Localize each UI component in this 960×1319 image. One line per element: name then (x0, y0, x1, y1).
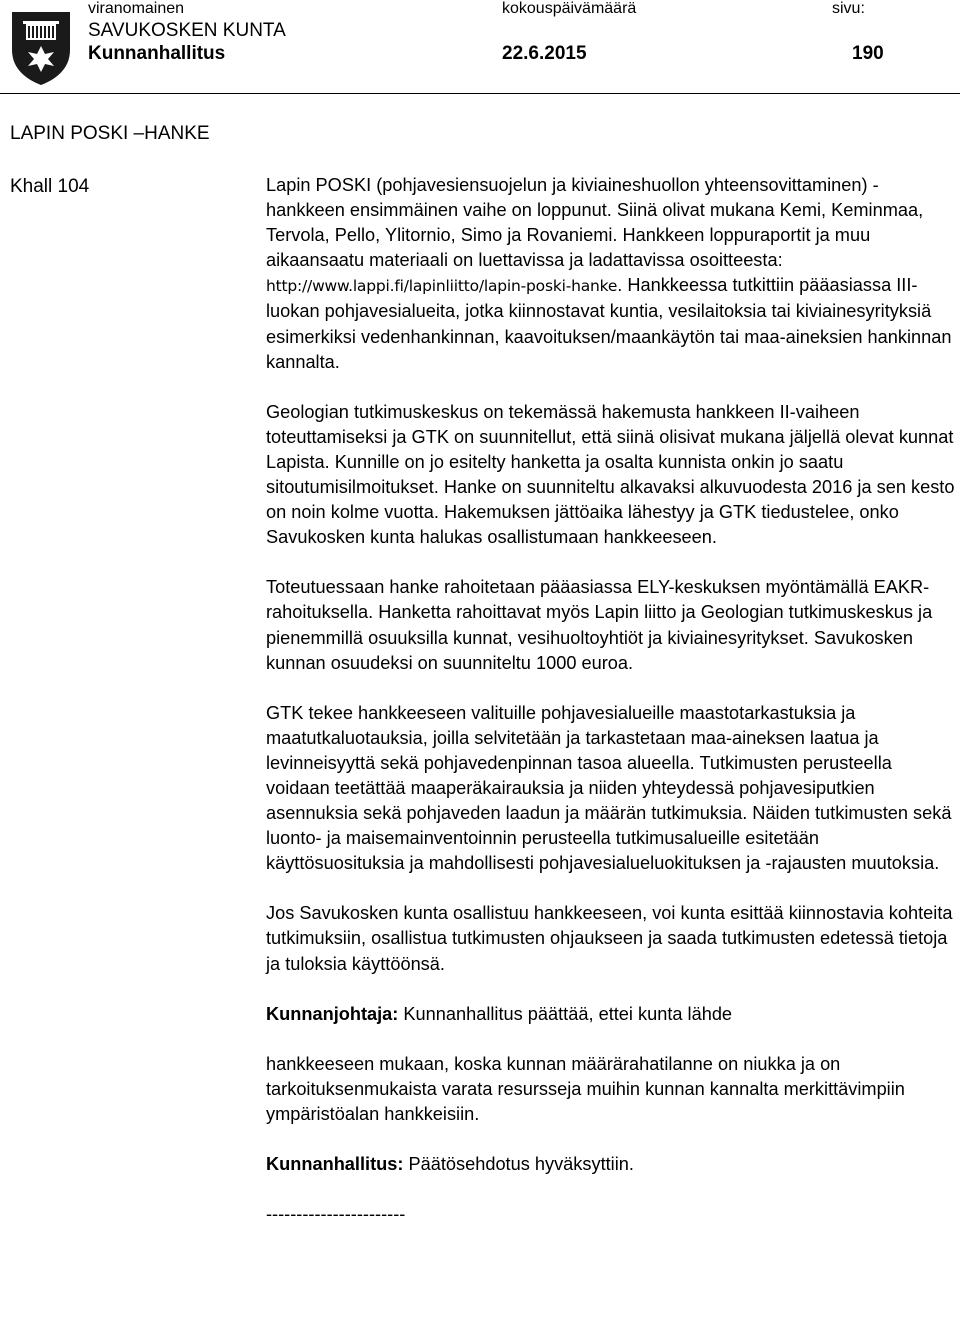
document-body (266, 173, 956, 1252)
paragraph-participation: Jos Savukosken kunta osallistuu hankkeeseen, voi kunta esittää kiinnostavia kohteita tutkimuksiin, osallistua tutkimusten ohjaukseen ja saada tutkimusten edetessä tietoja ja tuloksia käyttöönsä. (266, 903, 953, 974)
section-title: LAPIN POSKI –HANKE (10, 123, 210, 144)
proposal-first-text: Kunnanhallitus päättää, ettei kunta lähde (398, 1003, 733, 1024)
proposal-continuation: hankkeeseen mukaan, koska kunnan määrärahatilanne on niukka ja on tarkoituksenmukaista varata resursseja muihin kunnan kannalta merkittävimpiin ympäristöalan hankkeisiin. (266, 1053, 905, 1124)
header-organization-name: SAVUKOSKEN KUNTA (88, 20, 286, 41)
case-number: Khall 104 (10, 176, 90, 197)
header-page-label: sivu: (832, 0, 865, 17)
project-link[interactable]: http://www.lappi.fi/lapinliitto/lapin-poski-hanke (266, 277, 618, 296)
paragraph-research: GTK tekee hankkeeseen valituille pohjavesialueille maastotarkastuksia ja maatutkaluotauksia, joilla selvitetään ja tarkastetaan maa-aineksen laatua ja levinneisyyttä sekä pohjavedenpinnan tasoa alueella. Tutkimusten perusteella voidaan teetättää maaperäkairauksia ja niiden yhteydessä pohjavesiputkien asennuksia sekä pohjaveden laadun ja määrän tutkimuksia. Näiden tutkimusten sekä luonto- ja maisemainventoinnin perusteella tutkimusalueille esitetään käyttösuosituksia ja mahdollisesti pohjavesialueluokituksen ja -rajausten muutoksia. (266, 702, 952, 874)
decision-text: Päätösehdotus hyväksyttiin. (403, 1154, 634, 1174)
paragraph-intro-text: Lapin POSKI (pohjavesiensuojelun ja kiviaineshuollon yhteensovittaminen) -hankkeen ensimmäinen vaihe on loppunut. Siinä olivat mukana Kemi, Keminmaa, Tervola, Pello, Ylitornio, Simo ja Rovaniemi. Hankkeen loppuraportit ja muu aikaansaatu materiaali on luettavissa ja ladattavissa osoitteesta: (266, 175, 924, 271)
decision-label: Kunnanhallitus: (266, 1154, 404, 1174)
paragraph-funding: Toteutuessaan hanke rahoitetaan pääasiassa ELY-keskuksen myöntämällä EAKR-rahoituksella. Hanketta rahoittavat myös Lapin liitto ja Geologian tutkimuskeskus ja pienemmillä osuuksilla kunnat, vesihuoltoyhtiöt ja kiviainesyritykset. Savukosken kunnan osuudeksi on suunniteltu 1000 euroa. (266, 577, 933, 673)
decision-line (266, 1152, 956, 1177)
header-authority-label: viranomainen (88, 0, 185, 17)
proposal-first-line (266, 1002, 956, 1027)
header-page-number: 190 (852, 43, 884, 64)
header-body-name: Kunnanhallitus (88, 43, 226, 64)
header-divider (0, 93, 960, 94)
proposal-label: Kunnanjohtaja: (266, 1003, 399, 1024)
paragraph-intro-rest: . Hankkeessa tutkittiin pääasiassa III-luokan pohjavesialueita, jotka kiinnostavat kuntia, vesilaitoksia tai kiviainesyrityksiä esimerkiksi vedenhankinnan, kaavoituksen/maankäytön tai maa-aineksien hankinnan kannalta. (266, 275, 952, 372)
municipality-coat-of-arms-logo (10, 10, 72, 86)
header-meeting-date-label: kokouspäivämäärä (502, 0, 637, 17)
separator-line: ----------------------- (266, 1204, 406, 1225)
paragraph-intro (266, 173, 956, 375)
paragraph-application: Geologian tutkimuskeskus on tekemässä hakemusta hankkeen II-vaiheen toteuttamiseksi ja GTK on suunnitellut, että siinä olisivat mukana jäljellä olevat kunnat Lapista. Kunnille on jo esitelty hanketta ja osalta kunnista onkin jo saatu sitoutumisilmoitukset. Hanke on suunniteltu alkavaksi alkuvuodesta 2016 ja sen kesto on noin kolme vuotta. Hakemuksen jättöaika lähestyy ja GTK tiedustelee, onko Savukosken kunta halukas osallistumaan hankkeeseen. (266, 401, 955, 548)
header-meeting-date: 22.6.2015 (502, 43, 587, 64)
